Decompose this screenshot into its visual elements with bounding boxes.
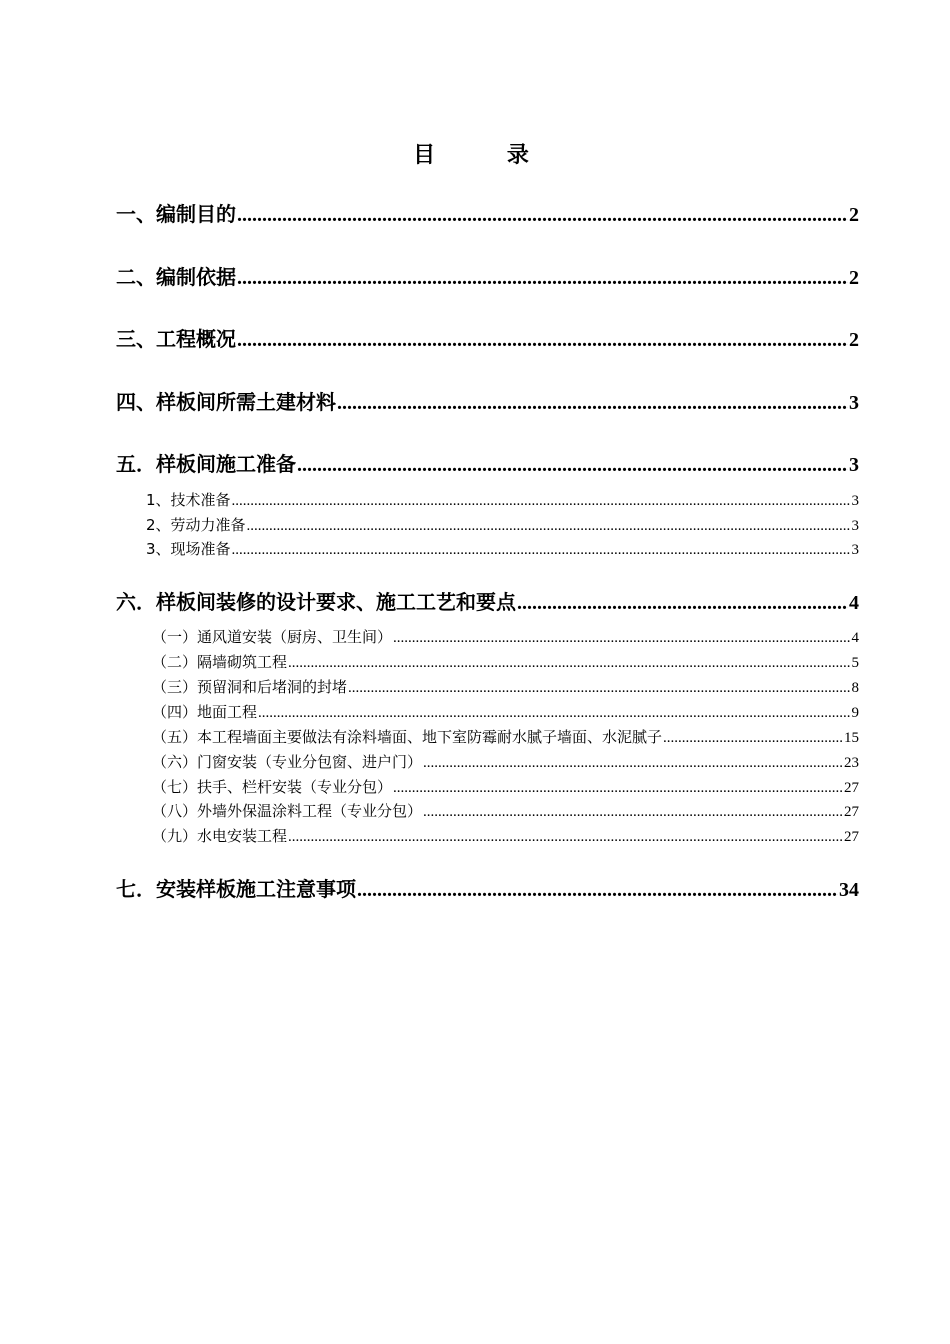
toc-subentry[interactable]: [152, 825, 859, 846]
toc-dot-leader: [337, 392, 848, 415]
toc-entry-label: 六．样板间装修的设计要求、施工工艺和要点: [116, 590, 516, 614]
toc-subentry[interactable]: [152, 726, 859, 747]
toc-dot-leader: [297, 454, 848, 477]
toc-dot-leader: [288, 829, 843, 846]
toc-entry-label: 七．安装样板施工注意事项: [116, 877, 356, 901]
toc-dot-leader: [288, 655, 850, 672]
toc-title: 目 录: [413, 143, 561, 168]
toc-entry-label: 四、样板间所需土建材料: [116, 390, 336, 414]
toc-entry-label: （八）外墙外保温涂料工程（专业分包）: [152, 802, 423, 820]
toc-dot-leader: [348, 680, 850, 697]
toc-dot-leader: [247, 518, 851, 535]
toc-entry-page: 3: [851, 542, 859, 558]
toc-entry-page: 27: [844, 780, 859, 796]
toc-subentry[interactable]: [152, 626, 859, 647]
toc-dot-leader: [237, 329, 848, 352]
toc-subentry[interactable]: [152, 676, 859, 697]
toc-dot-leader: [423, 804, 843, 821]
toc-entry-label: 三、工程概况: [116, 327, 236, 351]
toc-entry-label: （二）隔墙砌筑工程: [152, 653, 288, 671]
toc-subentry[interactable]: [152, 651, 859, 672]
toc-entry[interactable]: [116, 386, 859, 415]
toc-entry-label: （五）本工程墙面主要做法有涂料墙面、地下室防霉耐水腻子墙面、水泥腻子: [152, 728, 663, 746]
toc-entry-label: （四）地面工程: [152, 703, 258, 721]
toc-dot-leader: [232, 493, 851, 510]
toc-entry-label: （六）门窗安装（专业分包窗、进户门）: [152, 753, 423, 771]
toc-entry[interactable]: [116, 198, 859, 227]
toc-dot-leader: [232, 542, 851, 559]
toc-entry[interactable]: [116, 586, 859, 615]
toc-entry[interactable]: [116, 323, 859, 352]
toc-entry-page: 27: [844, 804, 859, 820]
toc-entry-page: 3: [849, 392, 859, 414]
toc-entry-page: 2: [849, 267, 859, 289]
toc-entry-page: 4: [849, 592, 859, 614]
toc-dot-leader: [237, 267, 848, 290]
toc-entry-label: 一、编制目的: [116, 202, 236, 226]
toc-entry-page: 23: [844, 755, 859, 771]
toc-subentry[interactable]: [152, 800, 859, 821]
toc-dot-leader: [258, 705, 850, 722]
toc-entry-page: 3: [849, 454, 859, 476]
toc-subentry[interactable]: [146, 489, 859, 510]
toc-entry-page: 8: [851, 680, 859, 696]
toc-entry-page: 34: [839, 879, 859, 901]
toc-entry-label: （七）扶手、栏杆安装（专业分包）: [152, 778, 393, 796]
toc-entry-page: 2: [849, 329, 859, 351]
toc-entry-page: 5: [851, 655, 859, 671]
toc-entry-page: 15: [844, 730, 859, 746]
toc-entry-label: 五．样板间施工准备: [116, 452, 296, 476]
toc-dot-leader: [663, 730, 843, 747]
toc-entry[interactable]: [116, 873, 859, 902]
toc-dot-leader: [237, 204, 848, 227]
toc-entry-page: 9: [851, 705, 859, 721]
toc-subentry[interactable]: [146, 538, 859, 559]
toc-subentry[interactable]: [152, 776, 859, 797]
toc-subentry[interactable]: [146, 514, 859, 535]
toc-entry-label: （一）通风道安装（厨房、卫生间）: [152, 628, 393, 646]
toc-dot-leader: [393, 780, 843, 797]
toc-entry-label: （三）预留洞和后堵洞的封堵: [152, 678, 348, 696]
toc-subentry[interactable]: [152, 751, 859, 772]
toc-entry-label: （九）水电安装工程: [152, 827, 288, 845]
toc-entry-page: 2: [849, 204, 859, 226]
toc-entry-page: 4: [851, 630, 859, 646]
toc-dot-leader: [423, 755, 843, 772]
toc-entry[interactable]: [116, 448, 859, 477]
toc-entry-page: 27: [844, 829, 859, 845]
toc-entry-label: 3、现场准备: [146, 540, 231, 558]
toc-entry-label: 1、技术准备: [146, 491, 231, 509]
toc-entry-page: 3: [851, 518, 859, 534]
toc-dot-leader: [393, 630, 850, 647]
toc-dot-leader: [517, 592, 848, 615]
toc-entry[interactable]: [116, 261, 859, 290]
toc-entry-label: 2、劳动力准备: [146, 516, 246, 534]
toc-dot-leader: [357, 879, 838, 902]
toc-subentry[interactable]: [152, 701, 859, 722]
toc-entry-label: 二、编制依据: [116, 265, 236, 289]
toc-entry-page: 3: [851, 493, 859, 509]
